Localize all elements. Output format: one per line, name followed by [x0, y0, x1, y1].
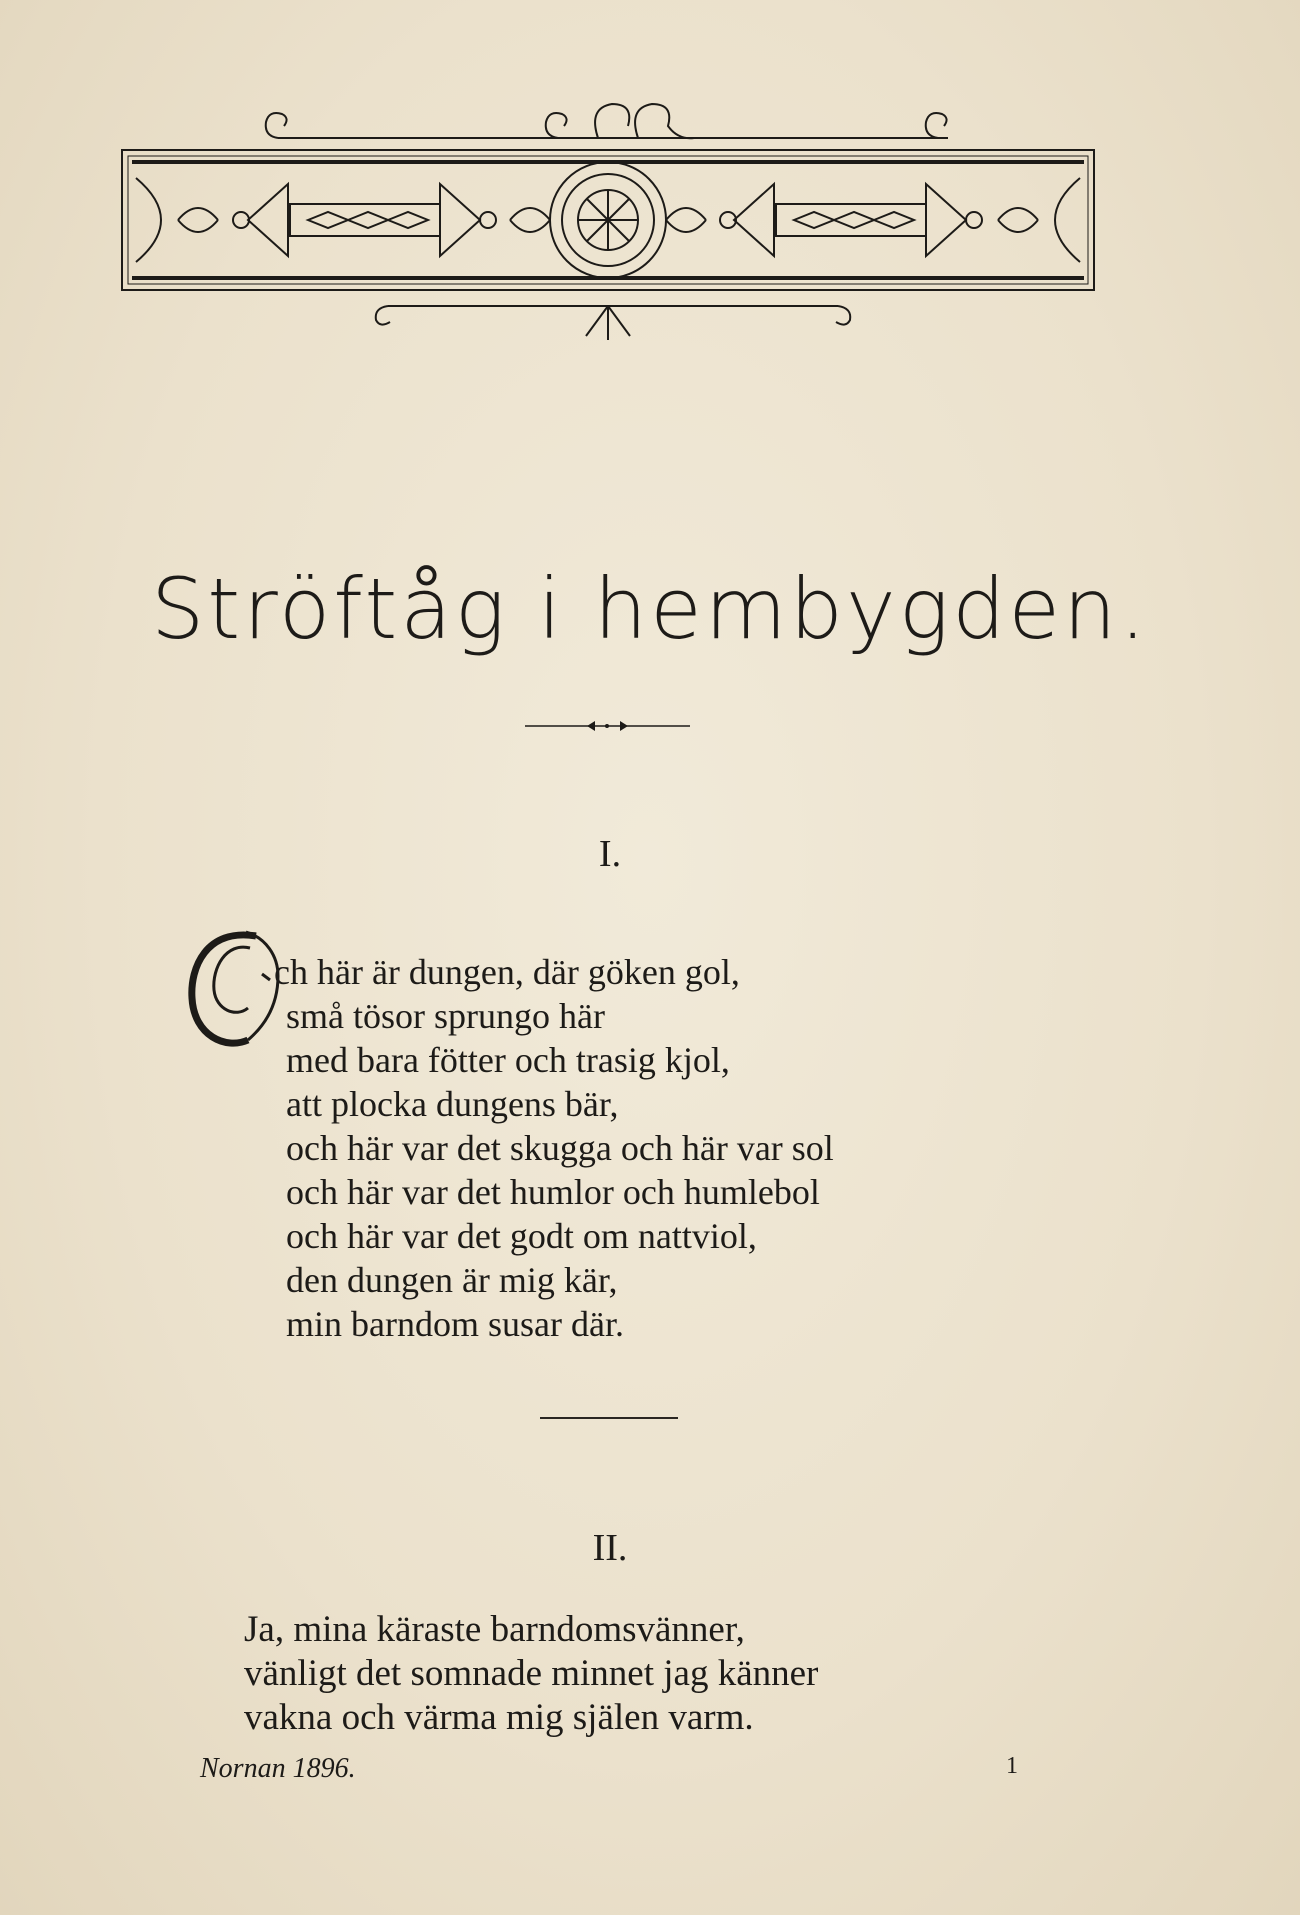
- poem-line: att plocka dungens bär,: [286, 1084, 619, 1124]
- poem-line: och här var det skugga och här var sol: [286, 1128, 834, 1168]
- poem-line: med bara fötter och trasig kjol,: [286, 1040, 730, 1080]
- poem-line: ch här är dungen, där göken gol,: [274, 952, 740, 992]
- poem-line: små tösor sprungo här: [286, 996, 605, 1036]
- poem-stanza-2: [244, 1608, 818, 1740]
- poem-line: och här var det humlor och humlebol: [286, 1172, 820, 1212]
- poem-line: Ja, mina käraste barndomsvänner,: [244, 1609, 745, 1650]
- footer-page-mark: 1: [1006, 1753, 1018, 1779]
- page-title: Ströftåg i hembygden.: [150, 560, 1150, 658]
- poem-line: min barndom susar där.: [286, 1304, 624, 1344]
- poem-stanza-1: [286, 994, 834, 1346]
- ornamental-rule-icon: [525, 718, 690, 734]
- dropcap-o-icon: [186, 928, 284, 1054]
- footer-source: Nornan 1896.: [200, 1753, 356, 1784]
- section-divider: [540, 1417, 678, 1419]
- poem-line: vänligt det somnade minnet jag känner: [244, 1653, 819, 1694]
- section-number-2: II.: [592, 1527, 628, 1569]
- decorative-headpiece-icon: [118, 88, 1098, 348]
- poem-line: vakna och värma mig själen varm.: [244, 1697, 754, 1738]
- poem-line: och här var det godt om nattviol,: [286, 1216, 757, 1256]
- poem-line: den dungen är mig kär,: [286, 1260, 618, 1300]
- section-number-1: I.: [598, 833, 622, 875]
